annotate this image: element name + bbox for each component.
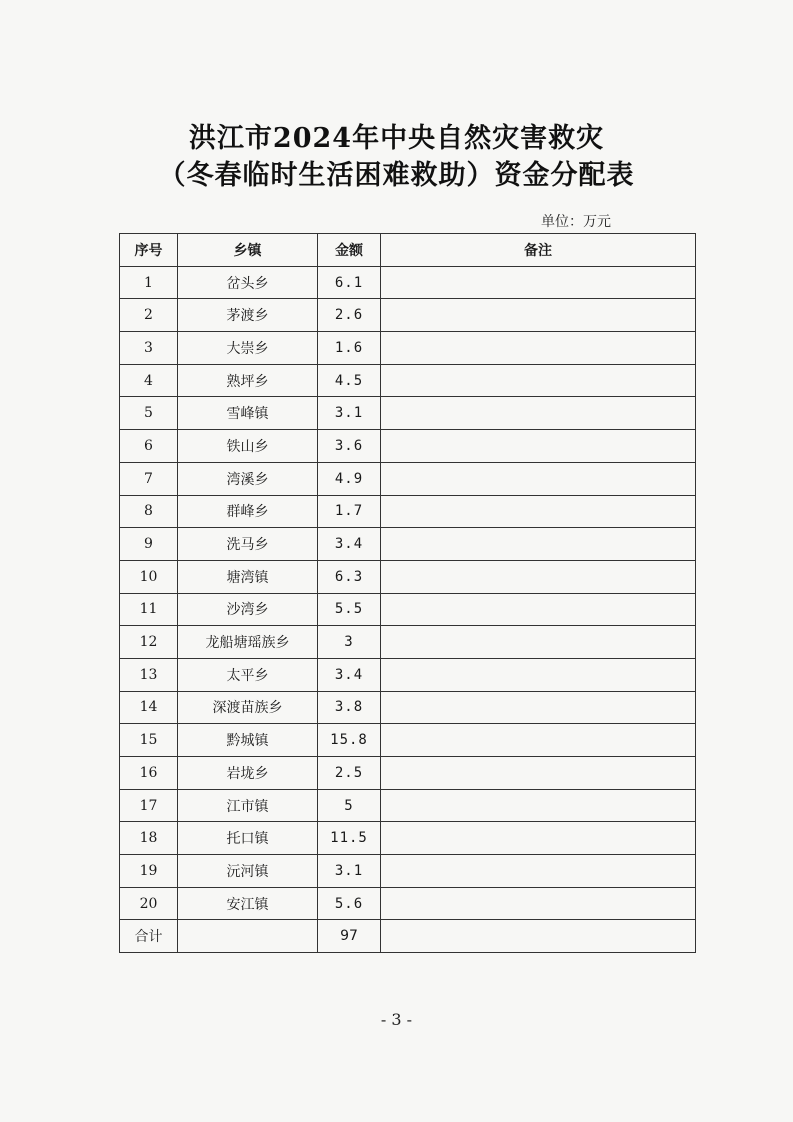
row-seq: 18: [120, 822, 178, 855]
document-title-line1: 洪江市2024年中央自然灾害救灾: [188, 123, 605, 154]
row-seq: 11: [120, 593, 178, 626]
total-amount: 97: [318, 920, 381, 953]
row-note: [381, 789, 696, 822]
allocation-table: [119, 233, 696, 953]
header-note: 备注: [381, 234, 696, 267]
row-note: [381, 299, 696, 332]
table-body: [120, 266, 696, 920]
table-row: [120, 855, 696, 888]
row-town: 安江镇: [178, 887, 318, 920]
table-row: [120, 658, 696, 691]
row-amount: 5.6: [318, 887, 381, 920]
row-seq: 7: [120, 462, 178, 495]
row-amount: 5: [318, 789, 381, 822]
table-row: [120, 593, 696, 626]
row-note: [381, 887, 696, 920]
row-amount: 3.4: [318, 658, 381, 691]
row-amount: 1.7: [318, 495, 381, 528]
row-town: 太平乡: [178, 658, 318, 691]
row-note: [381, 495, 696, 528]
row-town: 湾溪乡: [178, 462, 318, 495]
table-row: [120, 495, 696, 528]
row-town: 大崇乡: [178, 332, 318, 365]
row-amount: 3.1: [318, 855, 381, 888]
row-town: 洗马乡: [178, 528, 318, 561]
row-seq: 13: [120, 658, 178, 691]
row-note: [381, 626, 696, 659]
row-seq: 19: [120, 855, 178, 888]
row-note: [381, 397, 696, 430]
row-seq: 12: [120, 626, 178, 659]
header-amount: 金额: [318, 234, 381, 267]
row-seq: 3: [120, 332, 178, 365]
row-amount: 5.5: [318, 593, 381, 626]
table-row: [120, 691, 696, 724]
row-note: [381, 691, 696, 724]
row-note: [381, 462, 696, 495]
row-note: [381, 266, 696, 299]
row-seq: 1: [120, 266, 178, 299]
row-amount: 1.6: [318, 332, 381, 365]
header-seq: 序号: [120, 234, 178, 267]
row-amount: 4.5: [318, 364, 381, 397]
table-row: [120, 266, 696, 299]
row-town: 托口镇: [178, 822, 318, 855]
row-town: 沙湾乡: [178, 593, 318, 626]
row-note: [381, 560, 696, 593]
row-note: [381, 430, 696, 463]
table-row: [120, 626, 696, 659]
row-seq: 4: [120, 364, 178, 397]
table-row: [120, 887, 696, 920]
row-amount: 3.8: [318, 691, 381, 724]
row-note: [381, 658, 696, 691]
row-note: [381, 724, 696, 757]
row-town: 雪峰镇: [178, 397, 318, 430]
row-note: [381, 855, 696, 888]
row-amount: 2.5: [318, 757, 381, 790]
row-amount: 11.5: [318, 822, 381, 855]
row-seq: 16: [120, 757, 178, 790]
total-label: 合计: [120, 920, 178, 953]
row-note: [381, 822, 696, 855]
table-row: [120, 397, 696, 430]
table-row: [120, 822, 696, 855]
row-amount: 6.3: [318, 560, 381, 593]
table-row: [120, 462, 696, 495]
row-town: 深渡苗族乡: [178, 691, 318, 724]
row-town: 黔城镇: [178, 724, 318, 757]
row-amount: 15.8: [318, 724, 381, 757]
page-number: - 3 -: [380, 1010, 413, 1029]
row-town: 岩垅乡: [178, 757, 318, 790]
row-note: [381, 364, 696, 397]
row-amount: 3: [318, 626, 381, 659]
row-seq: 2: [120, 299, 178, 332]
table-row: [120, 724, 696, 757]
table-row: [120, 332, 696, 365]
row-seq: 9: [120, 528, 178, 561]
row-note: [381, 528, 696, 561]
row-town: 茅渡乡: [178, 299, 318, 332]
header-town: 乡镇: [178, 234, 318, 267]
document-title-line2: （冬春临时生活困难救助）资金分配表: [158, 160, 635, 191]
row-note: [381, 332, 696, 365]
table-total-row: [120, 920, 696, 953]
row-town: 龙船塘瑶族乡: [178, 626, 318, 659]
table-row: [120, 560, 696, 593]
table-row: [120, 364, 696, 397]
table-row: [120, 789, 696, 822]
row-seq: 6: [120, 430, 178, 463]
row-town: 塘湾镇: [178, 560, 318, 593]
row-town: 熟坪乡: [178, 364, 318, 397]
row-seq: 20: [120, 887, 178, 920]
row-amount: 3.1: [318, 397, 381, 430]
row-amount: 3.6: [318, 430, 381, 463]
row-amount: 3.4: [318, 528, 381, 561]
row-seq: 8: [120, 495, 178, 528]
row-town: 铁山乡: [178, 430, 318, 463]
table-row: [120, 299, 696, 332]
row-seq: 17: [120, 789, 178, 822]
row-town: 群峰乡: [178, 495, 318, 528]
row-seq: 15: [120, 724, 178, 757]
total-note-cell: [381, 920, 696, 953]
unit-label: 单位：万元: [541, 214, 611, 230]
row-town: 江市镇: [178, 789, 318, 822]
row-note: [381, 757, 696, 790]
table-row: [120, 430, 696, 463]
row-amount: 6.1: [318, 266, 381, 299]
table-header-row: [120, 234, 696, 267]
row-seq: 5: [120, 397, 178, 430]
row-town: 岔头乡: [178, 266, 318, 299]
row-seq: 10: [120, 560, 178, 593]
table-row: [120, 528, 696, 561]
total-town-cell: [178, 920, 318, 953]
row-town: 沅河镇: [178, 855, 318, 888]
table-row: [120, 757, 696, 790]
row-note: [381, 593, 696, 626]
row-amount: 2.6: [318, 299, 381, 332]
row-seq: 14: [120, 691, 178, 724]
row-amount: 4.9: [318, 462, 381, 495]
